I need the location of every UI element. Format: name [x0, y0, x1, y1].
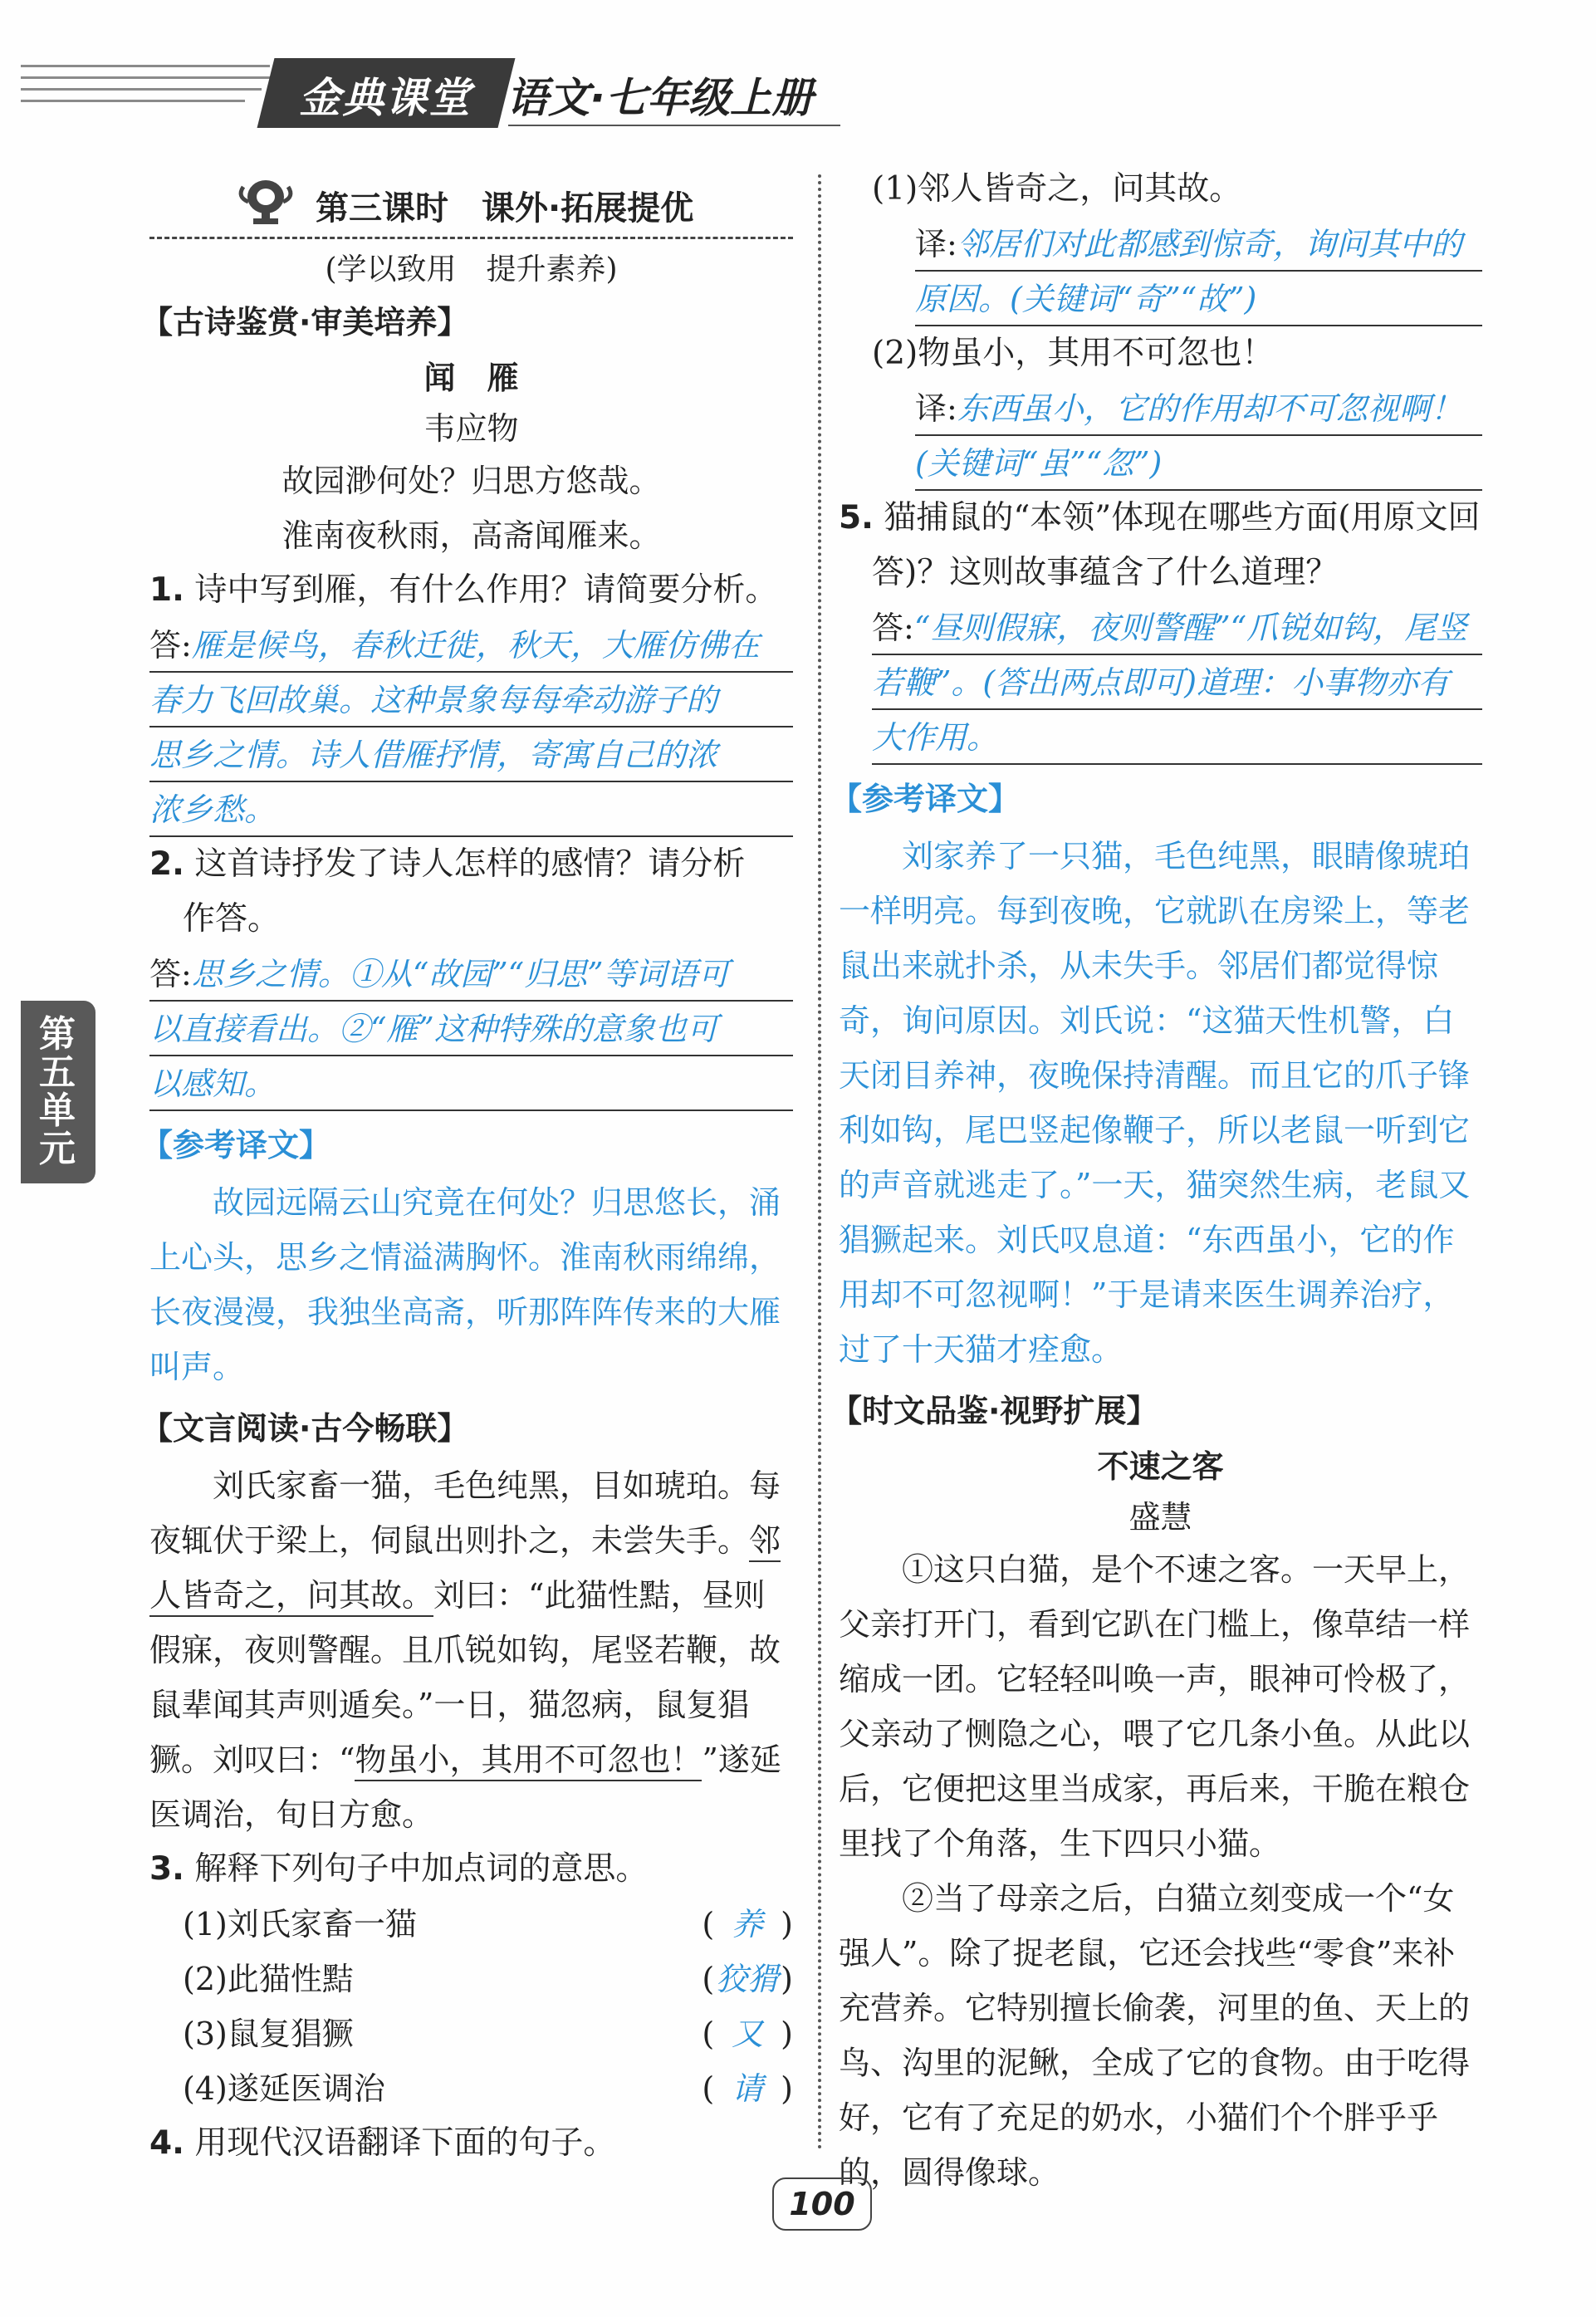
dashed-rule: [149, 237, 793, 239]
answer-line: 大作用。: [872, 710, 1482, 765]
classical-text-underlined: 物虽小，其用不可忽也！: [355, 1741, 702, 1781]
essay-paragraph: ①这只白猫，是个不速之客。一天早上，父亲打开门，看到它趴在门槛上，像草结一样缩成一团。它轻轻叫唤一声，眼神可怜极了，父亲动了恻隐之心，喂了它几条小鱼。从此以后，它便把这里当成家，再后来，干脆在粮仓里找了个角落，生下四只小猫。: [839, 1551, 1471, 1862]
question-text-cont: 作答。: [183, 900, 281, 938]
answer-line: 春力飞回故巢。这种景象每每牵动游子的: [149, 673, 793, 727]
section-title-classical: 【文言阅读·古今畅联】: [141, 1410, 469, 1447]
sub-question: (1)邻人皆奇之，问其故。: [872, 170, 1242, 208]
sub-question-text: (2)此猫性黠: [183, 1961, 354, 1997]
sub-question: (2)此猫性黠 (狡猾): [149, 1952, 793, 2006]
reference-translation: 故园远隔云山究竟在何处？归思悠长，涌上心头，思乡之情溢满胸怀。淮南秋雨绵绵，长夜漫漫，我独坐高斋，听那阵阵传来的大雁叫声。: [149, 1184, 781, 1385]
poem-title: 闻 雁: [423, 360, 519, 396]
answer-line: 原因。(关键词“奇”“故”): [915, 272, 1482, 326]
question-text: 这首诗抒发了诗人怎样的感情？请分析: [194, 845, 746, 883]
answer-label: 译:: [915, 226, 957, 262]
unit-side-tab: [21, 1001, 95, 1183]
answer-line: 以感知。: [149, 1056, 793, 1111]
question-text: 用现代汉语翻译下面的句子。: [194, 2124, 616, 2162]
reference-translation: 刘家养了一只猫，毛色纯黑，眼睛像琥珀一样明亮。每到夜晚，它就趴在房梁上，等老鼠出来就扑杀，从未失手。邻居们都觉得惊奇，询问原因。刘氏说：“这猫天性机警，白天闭目养神，夜晚保持清醒。而且它的爪子锋利如钩，尾巴竖起像鞭子，所以老鼠一听到它的声音就逃走了。”一天，猫突然生病，老鼠又猖獗起来。刘氏叹息道：“东西虽小，它的作用却不可忽视啊！”于是请来医生调养治疗，过了十天猫才痊愈。: [839, 838, 1471, 1368]
answer-line: 思乡之情。诗人借雁抒情，寄寓自己的浓: [149, 727, 793, 782]
classical-text-underlined: 邻人皆奇之，问其故。: [149, 1522, 781, 1617]
essay-paragraph: ②当了母亲之后，白猫立刻变成一个“女强人”。除了捉老鼠，它还会找些“零食”来补充营养。它特别擅长偷袭，河里的鱼、天上的鸟、沟里的泥鳅，全成了它的食物。由于吃得好，它有了充足的奶水，小猫们个个胖乎乎的，圆得像球。: [839, 1880, 1471, 2191]
sub-question: (1)刘氏家畜一猫 ( 养 ): [149, 1897, 793, 1952]
answer-line: [915, 381, 1482, 436]
classical-text-part: ”遂延医调治，旬日方愈。: [149, 1741, 781, 1833]
right-column: [830, 162, 1482, 2200]
unit-side-tab-label: 第五单元: [39, 1013, 76, 1170]
question-text: 诗中写到雁，有什么作用？请简要分析。: [194, 571, 778, 609]
question-number: 5.: [839, 499, 874, 536]
reference-translation-title: 【参考译文】: [830, 781, 1021, 817]
question-5: [839, 491, 1482, 546]
answer-text: “昼则假寐，夜则警醒”“爪锐如钩，尾竖: [913, 610, 1468, 646]
question-1: [149, 563, 793, 618]
question-number: 4.: [149, 2124, 184, 2162]
question-text-cont: 答)？这则故事蕴含了什么道理？: [872, 554, 1339, 591]
sub-question-text: (4)遂延医调治: [183, 2070, 385, 2107]
header-brand: 金典课堂: [299, 74, 472, 122]
question-number: 3.: [149, 1850, 184, 1888]
answer-text: 雁是候鸟，春秋迁徙，秋天，大雁仿佛在: [191, 627, 760, 664]
sub-question: (3)鼠复猖獗 ( 又 ): [149, 2006, 793, 2061]
answer-line: 若鞭”。(答出两点即可)道理：小事物亦有: [872, 655, 1482, 710]
answer-1: [149, 618, 793, 837]
question-3: [149, 1842, 793, 1897]
classical-text-part: 刘氏家畜一猫，毛色纯黑，目如琥珀。每夜辄伏于梁上，伺鼠出则扑之，未尝失手。: [149, 1467, 781, 1559]
answer-text: 东西虽小，它的作用却不可忽视啊！: [957, 390, 1462, 427]
sub-question: (4)遂延医调治 ( 请 ): [149, 2061, 793, 2116]
essay-title: 不速之客: [1097, 1448, 1224, 1485]
lesson-subtitle: (学以致用 提升素养): [325, 252, 618, 287]
answer-text: 思乡之情。①从“故园”“归思”等词语可: [191, 956, 730, 992]
trophy-icon: [237, 177, 295, 227]
column-divider: [818, 174, 821, 2151]
answer-text: 邻居们对此都感到惊奇，询问其中的: [957, 226, 1462, 262]
poem-line: 淮南夜秋雨，高斋闻雁来。: [282, 517, 661, 554]
section-title-essay: 【时文品鉴·视野扩展】: [830, 1393, 1158, 1429]
reference-translation-title: 【参考译文】: [141, 1127, 331, 1163]
translation-answer: [839, 217, 1482, 326]
section-title-poetry: 【古诗鉴赏·审美培养】: [141, 304, 469, 340]
answer-line: [872, 600, 1482, 655]
answer-label: 译:: [915, 390, 957, 427]
header-decoration: [21, 65, 286, 115]
classical-text: [149, 1458, 793, 1842]
answer-label: 答:: [149, 627, 192, 664]
answer-line: [149, 947, 793, 1002]
question-text: 解释下列句子中加点词的意思。: [194, 1850, 649, 1888]
sub-answer: 养: [732, 1906, 764, 1942]
translation-answer: [839, 381, 1482, 491]
answer-5: [839, 600, 1482, 765]
question-text: 猫捕鼠的“本领”体现在哪些方面(用原文回: [884, 499, 1481, 536]
sub-answer: 狡猾: [716, 1961, 780, 1997]
header-subject: 语文·七年级上册: [507, 74, 813, 122]
answer-2: [149, 947, 793, 1111]
question-number: 1.: [149, 571, 184, 609]
lesson-title: 第三课时 课外·拓展提优: [316, 189, 694, 228]
classical-text-part: 刘曰：“此猫性黠，昼则假寐，夜则警醒。且爪锐如钩，尾竖若鞭，故鼠辈闻其声则遁矣。”一日，猫忽病，鼠复猖獗。刘叹曰：“: [149, 1577, 781, 1778]
answer-line: 浓乡愁。: [149, 782, 793, 837]
sub-question: (2)物虽小，其用不可忽也！: [872, 335, 1275, 372]
sub-question-text: (3)鼠复猖獗: [183, 2016, 354, 2052]
answer-line: [149, 618, 793, 673]
page-number: 100: [772, 2177, 872, 2231]
question-2: [149, 837, 793, 892]
question-4: [149, 2116, 793, 2171]
answer-line: [915, 217, 1482, 272]
sub-question-text: (1)刘氏家畜一猫: [183, 1906, 417, 1942]
essay-author: 盛慧: [1128, 1499, 1192, 1536]
lesson-header: [149, 170, 793, 228]
sub-answer: 又: [732, 2016, 764, 2052]
poem-author: 韦应物: [423, 410, 519, 447]
sub-answer: 请: [732, 2070, 764, 2107]
left-column: [141, 170, 793, 2171]
question-number: 2.: [149, 845, 184, 883]
answer-label: 答:: [149, 956, 192, 992]
poem-line: 故园渺何处？归思方悠哉。: [282, 463, 661, 499]
answer-line: (关键词“虽”“忽”): [915, 436, 1482, 491]
answer-line: 以直接看出。②“雁”这种特殊的意象也可: [149, 1002, 793, 1056]
answer-label: 答:: [872, 610, 914, 646]
header-rule: [508, 125, 840, 126]
